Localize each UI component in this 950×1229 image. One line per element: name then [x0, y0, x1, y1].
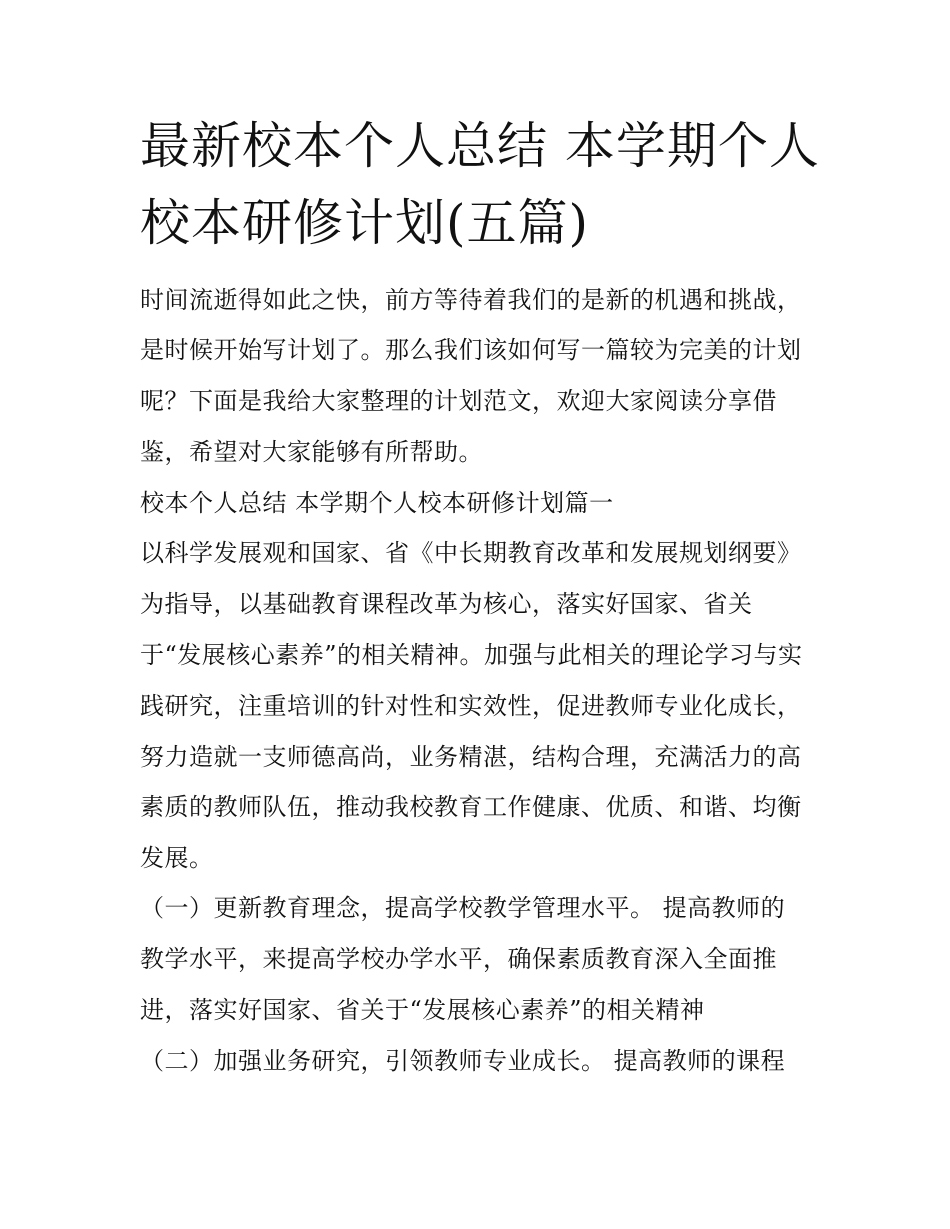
document-title-line-1: 最新校本个人总结 本学期个人 — [140, 117, 820, 175]
body-line-1: 以科学发展观和国家、省《中长期教育改革和发展规划纲要》 — [140, 539, 802, 567]
body-line-4: 践研究，注重培训的针对性和实效性，促进教师专业化成长， — [140, 692, 802, 720]
intro-line-4: 鉴，希望对大家能够有所帮助。 — [140, 438, 483, 466]
item-line-2: 教学水平，来提高学校办学水平，确保素质教育深入全面推 — [140, 945, 777, 973]
body-line-6: 素质的教师队伍，推动我校教育工作健康、优质、和谐、均衡 — [140, 793, 802, 821]
body-line-3: 于“发展核心素养”的相关精神。加强与此相关的理论学习与实 — [140, 641, 803, 669]
item-line-1: （一）更新教育理念，提高学校教学管理水平。 提高教师的 — [140, 894, 786, 922]
item-line-4: （二）加强业务研究，引领教师专业成长。 提高教师的课程 — [140, 1047, 786, 1075]
item-line-3: 进，落实好国家、省关于“发展核心素养”的相关精神 — [140, 996, 705, 1024]
intro-line-3: 呢？下面是我给大家整理的计划范文，欢迎大家阅读分享借 — [140, 387, 777, 415]
body-line-5: 努力造就一支师德高尚，业务精湛，结构合理，充满活力的高 — [140, 743, 802, 771]
section-heading: 校本个人总结 本学期个人校本研修计划篇一 — [140, 489, 614, 517]
document-title-line-2: 校本研修计划(五篇) — [140, 194, 590, 252]
intro-line-1: 时间流逝得如此之快，前方等待着我们的是新的机遇和挑战， — [140, 286, 802, 314]
intro-line-2: 是时候开始写计划了。那么我们该如何写一篇较为完美的计划 — [140, 336, 802, 364]
body-line-2: 为指导，以基础教育课程改革为核心，落实好国家、省关 — [140, 590, 753, 618]
body-line-7: 发展。 — [140, 844, 214, 872]
